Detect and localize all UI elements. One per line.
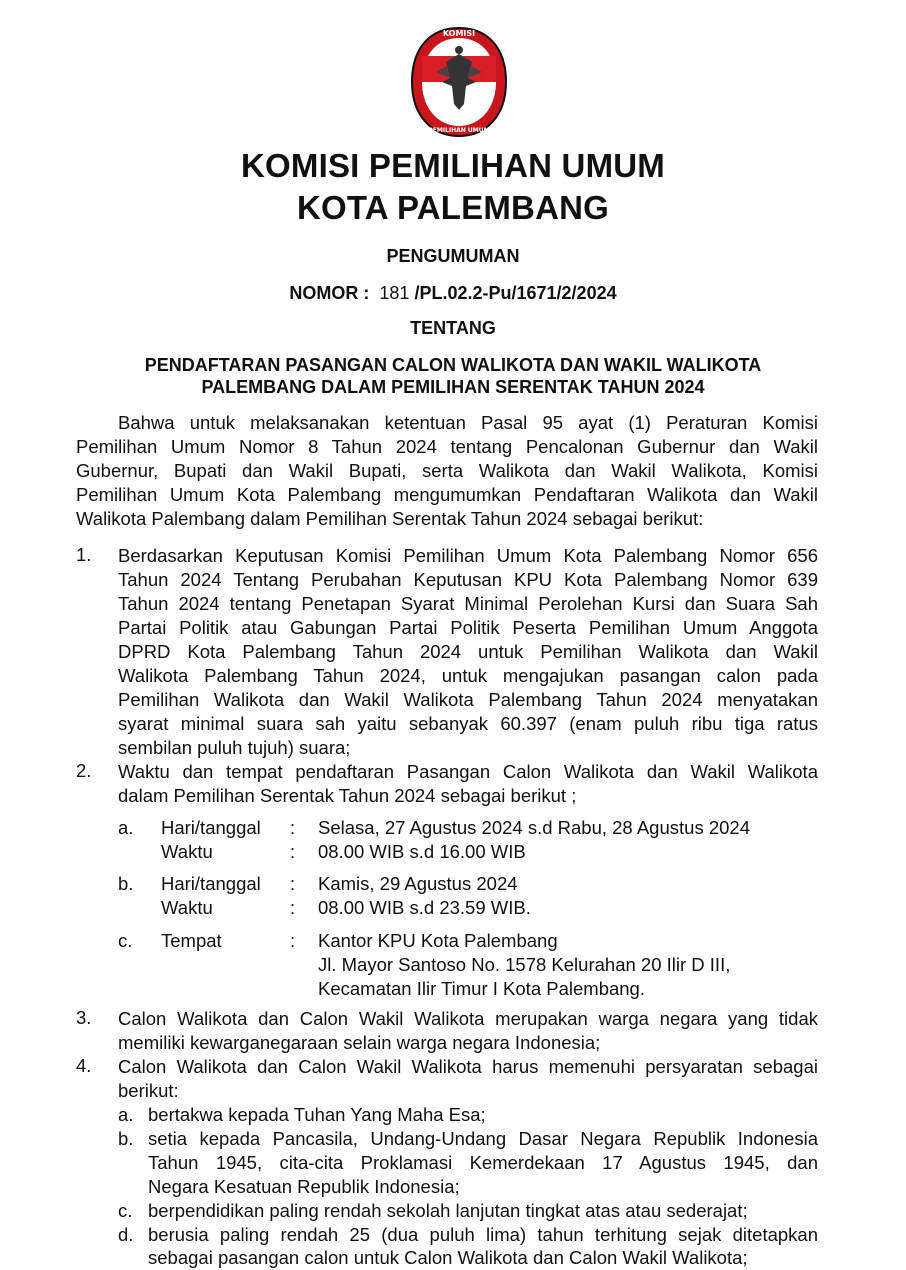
schedule-label: Waktu bbox=[161, 841, 213, 862]
nomor-suffix: /PL.02.2-Pu/1671/2/2024 bbox=[414, 283, 617, 303]
schedule-sep: : bbox=[290, 930, 296, 951]
schedule-sep: : bbox=[290, 897, 296, 918]
schedule-label: Tempat bbox=[161, 930, 222, 951]
schedule-value: Kamis, 29 Agustus 2024 bbox=[318, 873, 518, 894]
schedule-sep: : bbox=[290, 873, 296, 894]
schedule-letter: a. bbox=[118, 817, 134, 838]
item-number: 4. bbox=[76, 1055, 92, 1076]
subject-line-2: PALEMBANG DALAM PEMILIHAN SERENTAK TAHUN 2024 bbox=[201, 377, 705, 397]
sub-line: setia kepada Pancasila, Undang-Undang Dasar Negara Republik Indonesia bbox=[148, 1128, 818, 1149]
sub-line: bertakwa kepada Tuhan Yang Maha Esa; bbox=[148, 1104, 486, 1125]
schedule-letter: b. bbox=[118, 873, 134, 894]
nomor-value: 181 bbox=[379, 283, 410, 303]
logo-top-text: KOMISI bbox=[442, 29, 476, 38]
schedule-value: Jl. Mayor Santoso No. 1578 Kelurahan 20 Ilir D III, bbox=[318, 954, 731, 975]
schedule-sep: : bbox=[290, 841, 296, 862]
schedule-value: 08.00 WIB s.d 16.00 WIB bbox=[318, 841, 526, 862]
intro-line: Walikota Palembang dalam Pemilihan Serentak Tahun 2024 sebagai berikut: bbox=[76, 508, 704, 529]
item1-line: sembilan puluh tujuh) suara; bbox=[118, 737, 351, 758]
tentang-label: TENTANG bbox=[410, 318, 496, 338]
item1-line: Tahun 2024 tentang Penetapan Syarat Minimal Perolehan Kursi dan Suara Sah bbox=[118, 593, 818, 614]
item1-line: syarat minimal suara sah yaitu sebanyak 60.397 (enam puluh ribu tiga ratus bbox=[118, 713, 818, 734]
schedule-value: Selasa, 27 Agustus 2024 s.d Rabu, 28 Agustus 2024 bbox=[318, 817, 750, 838]
subject-line-1: PENDAFTARAN PASANGAN CALON WALIKOTA DAN WAKIL WALIKOTA bbox=[144, 355, 762, 375]
item3-line: memiliki kewarganegaraan selain warga negara Indonesia; bbox=[118, 1032, 601, 1053]
doc-type: PENGUMUMAN bbox=[386, 246, 520, 266]
item2-line: dalam Pemilihan Serentak Tahun 2024 sebagai berikut ; bbox=[118, 785, 577, 806]
sub-letter: b. bbox=[118, 1128, 134, 1149]
item-number: 3. bbox=[76, 1007, 92, 1028]
schedule-letter: c. bbox=[118, 930, 133, 951]
sub-line: Negara Kesatuan Republik Indonesia; bbox=[148, 1176, 460, 1197]
sub-line: berpendidikan paling rendah sekolah lanjutan tingkat atas atau sederajat; bbox=[148, 1200, 748, 1221]
item-number: 1. bbox=[76, 544, 92, 565]
schedule-label: Waktu bbox=[161, 897, 213, 918]
sub-line: sebagai pasangan calon untuk Calon Walikota dan Calon Wakil Walikota; bbox=[148, 1247, 748, 1268]
sub-letter: d. bbox=[118, 1224, 134, 1245]
item1-line: Tahun 2024 Tentang Perubahan Keputusan KPU Kota Palembang Nomor 639 bbox=[118, 569, 818, 590]
item1-line: Pemilihan Walikota dan Wakil Walikota Palembang Tahun 2024 menyatakan bbox=[118, 689, 818, 710]
sub-letter: c. bbox=[118, 1200, 133, 1221]
sub-line: Tahun 1945, cita-cita Proklamasi Kemerdekaan 17 Agustus 1945, dan bbox=[148, 1152, 818, 1173]
intro-line: Pemilihan Umum Nomor 8 Tahun 2024 tentang Pencalonan Gubernur dan Wakil bbox=[76, 436, 818, 457]
nomor-label: NOMOR : bbox=[289, 283, 370, 303]
item2-line: Waktu dan tempat pendaftaran Pasangan Calon Walikota dan Wakil Walikota bbox=[118, 761, 818, 782]
item1-line: Partai Politik atau Gabungan Partai Politik Peserta Pemilihan Umum Anggota bbox=[118, 617, 818, 638]
schedule-value: Kecamatan Ilir Timur I Kota Palembang. bbox=[318, 978, 645, 999]
item4-line: Calon Walikota dan Calon Wakil Walikota harus memenuhi persyaratan sebagai bbox=[118, 1056, 818, 1077]
item1-line: Berdasarkan Keputusan Komisi Pemilihan Umum Kota Palembang Nomor 656 bbox=[118, 545, 818, 566]
sub-line: berusia paling rendah 25 (dua puluh lima) tahun terhitung sejak ditetapkan bbox=[148, 1224, 818, 1245]
schedule-value: 08.00 WIB s.d 23.59 WIB. bbox=[318, 897, 531, 918]
item3-line: Calon Walikota dan Calon Wakil Walikota merupakan warga negara yang tidak bbox=[118, 1008, 818, 1029]
item1-line: Walikota Palembang Tahun 2024, untuk mengajukan pasangan calon pada bbox=[118, 665, 818, 686]
item-number: 2. bbox=[76, 760, 92, 781]
intro-line: Pemilihan Umum Kota Palembang mengumumkan Pendaftaran Walikota dan Wakil bbox=[76, 484, 818, 505]
kpu-logo bbox=[410, 26, 508, 138]
intro-line: Gubernur, Bupati dan Wakil Bupati, serta Walikota dan Wakil Walikota, Komisi bbox=[76, 460, 818, 481]
sub-letter: a. bbox=[118, 1104, 134, 1125]
intro-line: Bahwa untuk melaksanakan ketentuan Pasal 95 ayat (1) Peraturan Komisi bbox=[118, 412, 818, 433]
title-line-1: KOMISI PEMILIHAN UMUM bbox=[240, 147, 665, 184]
item1-line: DPRD Kota Palembang Tahun 2024 untuk Pemilihan Walikota dan Wakil bbox=[118, 641, 818, 662]
item4-line: berikut: bbox=[118, 1080, 179, 1101]
nomor-line bbox=[0, 283, 906, 304]
schedule-sep: : bbox=[290, 817, 296, 838]
schedule-label: Hari/tanggal bbox=[161, 817, 261, 838]
logo-bottom-text: PEMILIHAN UMUM bbox=[428, 127, 490, 134]
title-line-2: KOTA PALEMBANG bbox=[297, 189, 609, 226]
schedule-label: Hari/tanggal bbox=[161, 873, 261, 894]
schedule-value: Kantor KPU Kota Palembang bbox=[318, 930, 558, 951]
